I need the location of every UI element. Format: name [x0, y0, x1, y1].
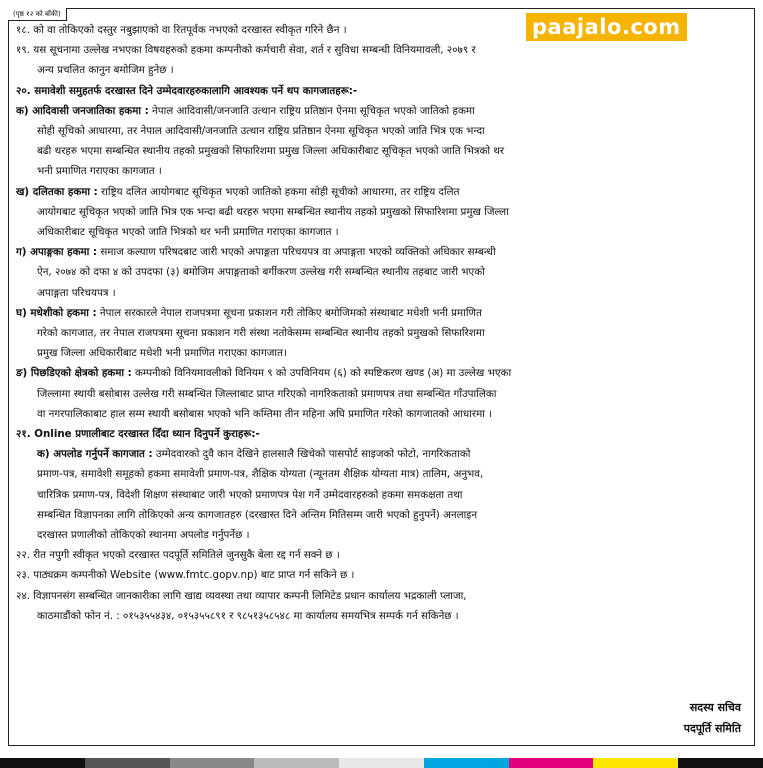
clause-22-line: २२. रीत नपुगी स्वीकृत भएको दरखास्त पदपूर्ति समितिले जुनसुकै बेला रद्द गर्न सक्ने छ ।	[16, 549, 340, 562]
clause-20-nga	[16, 363, 744, 383]
clause-24-cont: काठमाडौंको फोन नं. : ०१५३५५४३४, ०१५३५५८९१ र ९८५१३५८५४८ मा कार्यालय समयभित्र सम्पर्क गर्न सकिनेछ ।	[37, 609, 459, 622]
clause-20-kha-cont: अधिकारीबाट सूचिकृत भएको जाति भित्रको थर भनी प्रमाणित गराएका कागजात ।	[37, 226, 339, 239]
clause-20-nga-label: ङ) पिछडिएको क्षेत्रको हकमा :	[16, 367, 132, 380]
clause-21-ka-cont: चारित्रिक प्रमाण-पत्र, विदेशी शिक्षण संस्थाबाट जारी भएको प्रमाणपत्र पेश गर्ने उम्मेदवारहरुको हकमा समकक्षता तथा	[37, 488, 463, 501]
clause-21-ka	[16, 444, 744, 464]
clause-20-ga-cont: ऐन, २०७४ को दफा ४ को उपदफा (३) बमोजिम अपाङ्गताको बर्गीकरण उल्लेख गरी सम्बन्धित स्थानीय तहबाट जारी भएको	[37, 266, 485, 279]
clause-20-ka-label: क) आदिवासी जनजातिका हकमा :	[16, 104, 149, 117]
clause-20-gha-label: घ) मधेशीको हकमा :	[16, 306, 97, 319]
signature-title: सदस्य सचिव	[689, 701, 741, 714]
clause-20-ga-label: ग) अपाङ्गका हकमा :	[16, 246, 98, 259]
clause-20-gha-cont: गरेको कागजात, तर नेपाल राजपत्रमा सूचना प्रकाशन गरी संस्था नतोकेसम्म सम्बन्धित स्थानीय तहको प्रमुखको सिफारिशमा	[37, 327, 485, 340]
clause-20-kha-cont: आयोगबाट सूचिकृत भएको जाति भित्र एक भन्दा बढी थरहरु भएमा सम्बन्धित स्थानीय तहको प्रमुखको सिफारिशमा प्रमुख जिल्ला	[37, 205, 509, 218]
color-swatch	[254, 758, 339, 768]
clause-20-nga-cont: जिल्लामा स्थायी बसोबास उल्लेख गरी सम्बन्धित जिल्लाबाट प्राप्त गरिएको नागरिकताको प्रमाणपत्र तथा सम्बन्धित गाँउपालिका	[37, 387, 497, 400]
clause-20-kha-label: ख) दलितका हकमा :	[16, 185, 98, 198]
clause-19-line: १९. यस सूचनामा उल्लेख नभएका विषयहरुको हकमा कम्पनीको कर्मचारी सेवा, शर्त र सुविधा सम्बन्धी विनियमावली, २०७९ र	[16, 44, 476, 57]
color-swatch	[0, 758, 85, 768]
clause-20-nga-text: कम्पनीको विनियमावलीको विनियम ९ को उपविनियम (६) को स्पष्टिकरण खण्ड (अ) मा उल्लेख भएका	[131, 367, 512, 380]
clause-21-ka-text: उम्मेदवारको दुवै कान देखिने हालसालै खिचेको पासपोर्ट साइजको फोटो, नागरिकताको	[152, 448, 471, 461]
clause-20-ka-cont: सोही सूचिको आधारमा, तर नेपाल आदिवासी/जनजाति उत्थान राष्ट्रिय प्रतिष्ठान ऐनमा सूचिकृत भएको जाति भित्र एक भन्दा	[37, 125, 485, 138]
clause-20-gha-text: नेपाल सरकारले नेपाल राजपत्रमा सूचना प्रकाशन गरी तोकिए बमोजिमको संस्थाबाट मधेशी भनी प्रमाणित	[96, 306, 482, 319]
watermark-logo: paajalo.com	[526, 13, 687, 41]
clause-20-gha	[16, 303, 744, 323]
color-swatch	[170, 758, 255, 768]
clause-21-heading: २१. Online प्रणालीबाट दरखास्त दिँदा ध्यान दिनुपर्ने कुराहरू:-	[16, 428, 260, 441]
clause-21-ka-cont: सम्बन्धित विज्ञापनका लागि तोकिएको अन्य कागजातहरु (दरखास्त दिने अन्तिम मितिसम्म जारी भएको हुनुपर्ने) अनलाइन	[37, 508, 478, 521]
clause-19-cont: अन्य प्रचलित कानुन बमोजिम हुनेछ ।	[37, 64, 174, 77]
clause-20-ka	[16, 101, 744, 121]
color-swatch	[509, 758, 594, 768]
notice-body	[16, 20, 744, 626]
clause-21-ka-cont: प्रमाण-पत्र, समावेशी समूहको हकमा समावेशी प्रमाण-पत्र, शैक्षिक योग्यता (न्यूनतम शैक्षिक योग्यता मात्र) तालिम, अनुभव,	[37, 468, 484, 481]
color-swatch	[593, 758, 678, 768]
clause-18-line: १८. को वा तोकिएको दस्तुर नबुझाएको वा रितपूर्वक नभएको दरखास्त स्वीकृत गरिने छैन ।	[16, 24, 347, 36]
print-color-bar	[0, 758, 763, 768]
clause-20-ka-text: नेपाल आदिवासी/जनजाति उत्थान राष्ट्रिय प्रतिष्ठान ऐनमा सूचिकृत भएको जातिको हकमा	[148, 104, 475, 117]
clause-21-ka-cont: दरखास्त प्रणालीको तोकिएको स्थानमा अपलोड गर्नुपर्नेछ ।	[37, 529, 250, 542]
clause-20-gha-cont: प्रमुख जिल्ला अधिकारीबाट मधेशी भनी प्रमाणित गराएका कागजात।	[37, 347, 287, 360]
clause-23-line: २३. पाठ्यक्रम कम्पनीको Website (www.fmtc.gopv.np) बाट प्राप्त गर्न सकिने छ ।	[16, 569, 355, 582]
clause-20-heading: २०. समावेशी समुहतर्फ दरखास्त दिने उम्मेदवारहरुकालागि आवश्यक पर्ने थप कागजातहरू:-	[16, 84, 358, 97]
clause-20-ga	[16, 242, 744, 262]
page-continuation-tag: (पृष्ठ १२ को बाँकी)	[8, 8, 67, 21]
clause-20-ga-text: समाज कल्याण परिषदबाट जारी भएको अपाङ्गता परिचयपत्र वा अपाङ्गता भएको व्यक्तिको अधिकार सम्बन्धी	[97, 246, 496, 259]
clause-20-ka-cont: बढी थरहरु भएमा सम्बन्धित स्थानीय तहको प्रमुखको सिफारिशमा प्रमुख जिल्ला अधिकारीबाट सूचिकृत भएको जाति भित्रको थर	[37, 145, 505, 158]
clause-20-kha	[16, 182, 744, 202]
color-swatch	[85, 758, 170, 768]
clause-24-line: २४. विज्ञापनसंग सम्बन्धित जानकारीका लागि खाद्य व्यवस्था तथा व्यापार कम्पनी लिमिटेड प्रधान कार्यालय भद्रकाली प्लाजा,	[16, 589, 467, 602]
clause-20-ga-cont: अपाङ्गता परिचयपत्र ।	[37, 286, 116, 299]
color-swatch	[424, 758, 509, 768]
color-swatch	[678, 758, 763, 768]
signature-committee: पदपूर्ति समिति	[683, 722, 741, 735]
clause-20-nga-cont: वा नगरपालिकाबाट हाल सम्म स्थायी बसोबास भएको भनि कम्तिमा तीन महिना अघि प्रमाणित गरेको कागजातको आधारमा ।	[37, 407, 493, 420]
color-swatch	[339, 758, 424, 768]
clause-21-ka-label: क) अपलोड गर्नुपर्ने कागजात :	[37, 448, 153, 461]
clause-20-ka-cont: भनी प्रमाणित गराएका कागजात ।	[37, 165, 162, 178]
clause-20-kha-text: राष्ट्रिय दलित आयोगबाट सूचिकृत भएको जातिको हकमा सोही सूचीको आधारमा, तर राष्ट्रिय दलित	[97, 185, 460, 198]
